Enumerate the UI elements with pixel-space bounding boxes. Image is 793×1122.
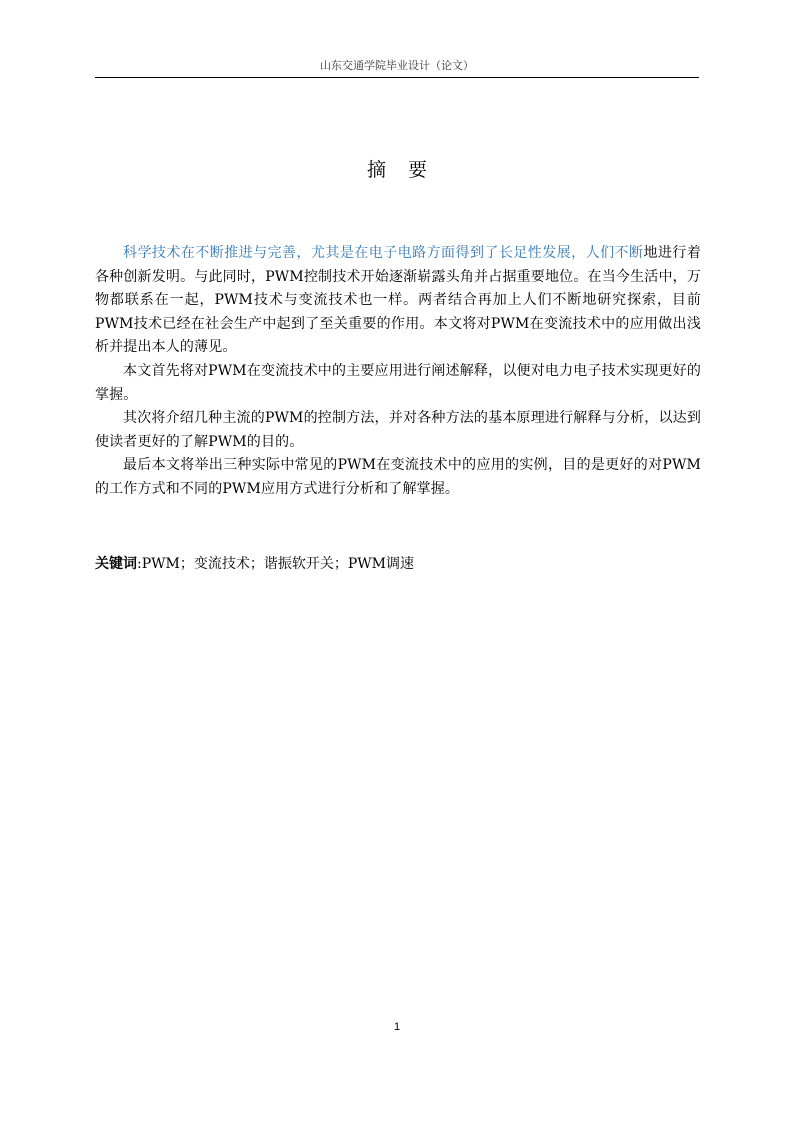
keywords-label: 关键词 — [95, 556, 137, 572]
paragraph-text: 地进行着各种创新发明。与此同时，PWM控制技术开始逐渐崭露头角并占据重要地位。在当今生活中，万物都联系在一起，PWM技术与变流技术也一样。两者结合再加上人们不断地研究探索，目前PWM技术已经在社会生产中起到了至关重要的作用。本文将对PWM在变流技术中的应用做出浅析并提出本人的薄见。 — [95, 245, 701, 356]
keywords-value: PWM；变流技术；谐振软开关；PWM调速 — [141, 556, 415, 572]
highlighted-text: 科学技术在不断推进与完善，尤其是在电子电路方面得到了长足性发展，人们不断 — [123, 245, 644, 261]
abstract-paragraph-4: 最后本文将举出三种实际中常见的PWM在变流技术中的应用的实例，目的是更好的对PWM的工作方式和不同的PWM应用方式进行分析和了解掌握。 — [95, 457, 701, 497]
abstract-body — [95, 242, 701, 502]
keywords-line — [95, 553, 701, 576]
abstract-paragraph-2: 本文首先将对PWM在变流技术中的主要应用进行阐述解释，以便对电力电子技术实现更好的掌握。 — [95, 362, 701, 403]
abstract-title: 摘 要 — [366, 159, 436, 181]
keywords-separator: : — [137, 556, 142, 572]
abstract-paragraph-3: 其次将介绍几种主流的PWM的控制方法，并对各种方法的基本原理进行解释与分析，以达到使读者更好的了解PWM的目的。 — [95, 410, 701, 450]
abstract-paragraph-1 — [95, 242, 701, 360]
page-header — [95, 54, 699, 78]
header-text: 山东交通学院毕业设计（论文） — [320, 59, 474, 72]
page-number: 1 — [393, 1021, 401, 1033]
